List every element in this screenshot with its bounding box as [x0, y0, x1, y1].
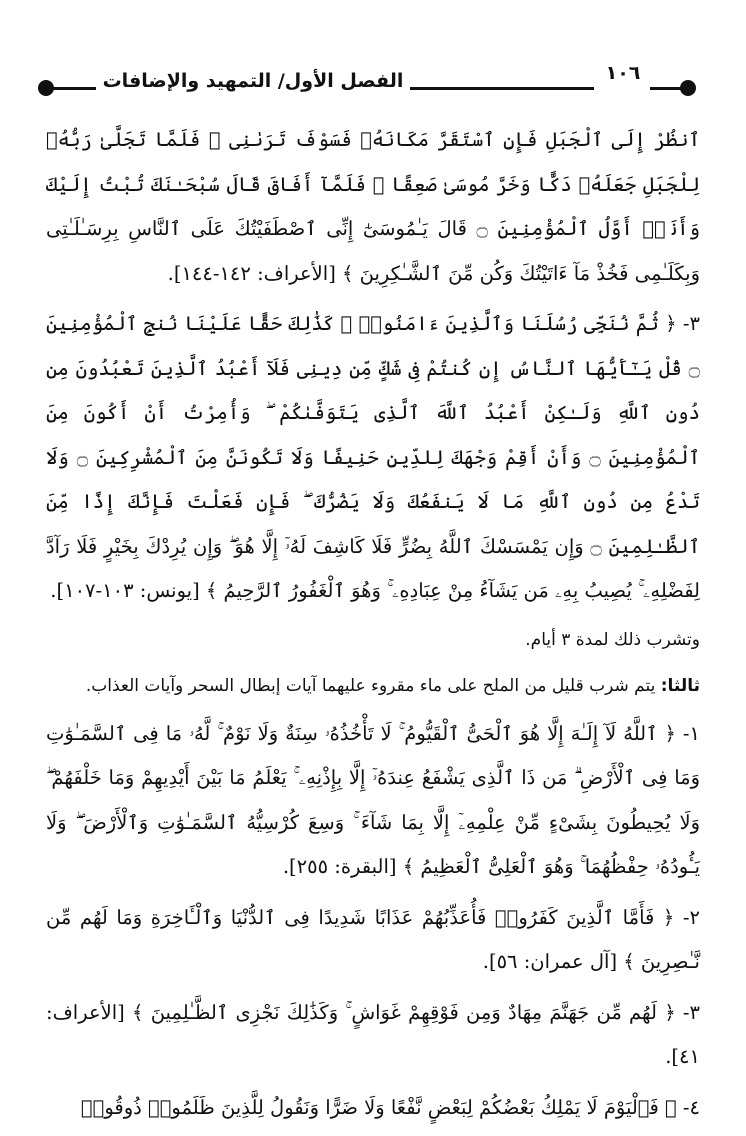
running-header: [38, 58, 706, 102]
instruction-third: [46, 666, 700, 706]
quran-passage-baqarah-255: ١- ﴿ ٱللَّهُ لَآ إِلَـٰهَ إِلَّا هُوَ ٱلْحَىُّ ٱلْقَيُّومُ ۚ لَا تَأْخُذُهُۥ سِنَةٌ وَلَا نَوْمٌ ۚ لَّهُۥ مَا فِى ٱلسَّمَـٰوَٰتِ وَمَا فِى ٱلْأَرْضِ ۗ مَن ذَا ٱلَّذِى يَشْفَعُ عِندَهُۥٓ إِلَّا بِإِذْنِهِۦ ۚ يَعْلَمُ مَا بَيْنَ أَيْدِيهِمْ وَمَا خَلْفَهُمْ ۖ وَلَا يُحِيطُونَ بِشَىْءٍ مِّنْ عِلْمِهِۦٓ إِلَّا بِمَا شَآءَ ۚ وَسِعَ كُرْسِيُّهُ ٱلسَّمَـٰوَٰتِ وَٱلْأَرْضَ ۖ وَلَا يَـُٔودُهُۥ حِفْظُهُمَا ۚ وَهُوَ ٱلْعَلِىُّ ٱلْعَظِيمُ ﴾ [البقرة: ٢٥٥].: [46, 721, 700, 878]
chapter-title: الفصل الأول/ التمهيد والإضافات: [102, 70, 404, 92]
header-right-dot: [680, 80, 696, 96]
page-number: ١٠٦: [605, 62, 641, 84]
header-rule-middle: [410, 87, 594, 90]
quran-passage-araf-41: ٣- ﴿ لَهُم مِّن جَهَنَّمَ مِهَادٌ وَمِن فَوْقِهِمْ غَوَاشٍ ۚ وَكَذَٰلِكَ نَجْزِى ٱلظَّـٰلِمِينَ ﴾ [الأعراف: ٤١].: [46, 1000, 700, 1068]
quran-passage-saba-42: ٤- ﴿ فَٱلْيَوْمَ لَا يَمْلِكُ بَعْضُكُمْ لِبَعْضٍ نَّفْعًا وَلَا ضَرًّا وَنَقُولُ لِلَّذِينَ ظَلَمُوا۟ ذُوقُوا۟: [80, 1095, 700, 1119]
header-rule-left: [52, 87, 96, 90]
instruction-duration: وتشرب ذلك لمدة ٣ أيام.: [525, 629, 700, 650]
step-label: ثالثا:: [660, 675, 700, 696]
quran-passage-imran-56: ٢- ﴿ فَأَمَّا ٱلَّذِينَ كَفَرُوا۟ فَأُعَذِّبُهُمْ عَذَابًا شَدِيدًا فِى ٱلدُّنْيَا وَٱلْـَٔاخِرَةِ وَمَا لَهُم مِّن نَّـٰصِرِينَ ﴾ [آل عمران: ٥٦].: [46, 905, 700, 973]
quran-passage-yunus-103: ٣- ﴿ ثُمَّ نُنَجِّى رُسُلَنَا وَٱلَّذِينَ ءَامَنُوا۟ ۚ كَذَٰلِكَ حَقًّا عَلَيْنَا نُنجِ ٱلْمُؤْمِنِينَ ۝ قُلْ يَـٰٓأَيُّهَا ٱلنَّاسُ إِن كُنتُمْ فِى شَكٍّ مِّن دِينِى فَلَآ أَعْبُدُ ٱلَّذِينَ تَعْبُدُونَ مِن دُونِ ٱللَّهِ وَلَـٰكِنْ أَعْبُدُ ٱللَّهَ ٱلَّذِى يَتَوَفَّىٰكُمْ ۖ وَأُمِرْتُ أَنْ أَكُونَ مِنَ ٱلْمُؤْمِنِينَ ۝ وَأَنْ أَقِمْ وَجْهَكَ لِلدِّينِ حَنِيفًا وَلَا تَكُونَنَّ مِنَ ٱلْمُشْرِكِينَ ۝ وَلَا تَدْعُ مِن دُونِ ٱللَّهِ مَا لَا يَنفَعُكَ وَلَا يَضُرُّكَ ۖ فَإِن فَعَلْتَ فَإِنَّكَ إِذًا مِّنَ ٱلظَّـٰلِمِينَ ۝ وَإِن يَمْسَسْكَ ٱللَّهُ بِضُرٍّ فَلَا كَاشِفَ لَهُۥٓ إِلَّا هُوَ ۖ وَإِن يُرِدْكَ بِخَيْرٍ فَلَا رَآدَّ لِفَضْلِهِۦ ۚ يُصِيبُ بِهِۦ مَن يَشَآءُ مِنْ عِبَادِهِۦ ۚ وَهُوَ ٱلْغَفُورُ ٱلرَّحِيمُ ﴾ [يونس: ١٠٣-١٠٧].: [46, 312, 700, 602]
page-body: [46, 118, 700, 1136]
quran-passage-araf-142: ٱنظُرْ إِلَى ٱلْجَبَلِ فَإِنِ ٱسْتَقَرَّ مَكَانَهُۥ فَسَوْفَ تَرَىٰنِى ۚ فَلَمَّا تَجَلَّىٰ رَبُّهُۥ لِلْجَبَلِ جَعَلَهُۥ دَكًّا وَخَرَّ مُوسَىٰ صَعِقًا ۚ فَلَمَّآ أَفَاقَ قَالَ سُبْحَـٰنَكَ تُبْتُ إِلَيْكَ وَأَنَا۠ أَوَّلُ ٱلْمُؤْمِنِينَ ۝ قَالَ يَـٰمُوسَىٰٓ إِنِّى ٱصْطَفَيْتُكَ عَلَى ٱلنَّاسِ بِرِسَـٰلَـٰتِى وَبِكَلَـٰمِى فَخُذْ مَآ ءَاتَيْتُكَ وَكُن مِّنَ ٱلشَّـٰكِرِينَ ﴾ [الأعراف: ١٤٢-١٤٤].: [46, 128, 700, 285]
step-text: يتم شرب قليل من الملح على ماء مقروء عليهما آيات إبطال السحر وآيات العذاب.: [85, 675, 661, 696]
